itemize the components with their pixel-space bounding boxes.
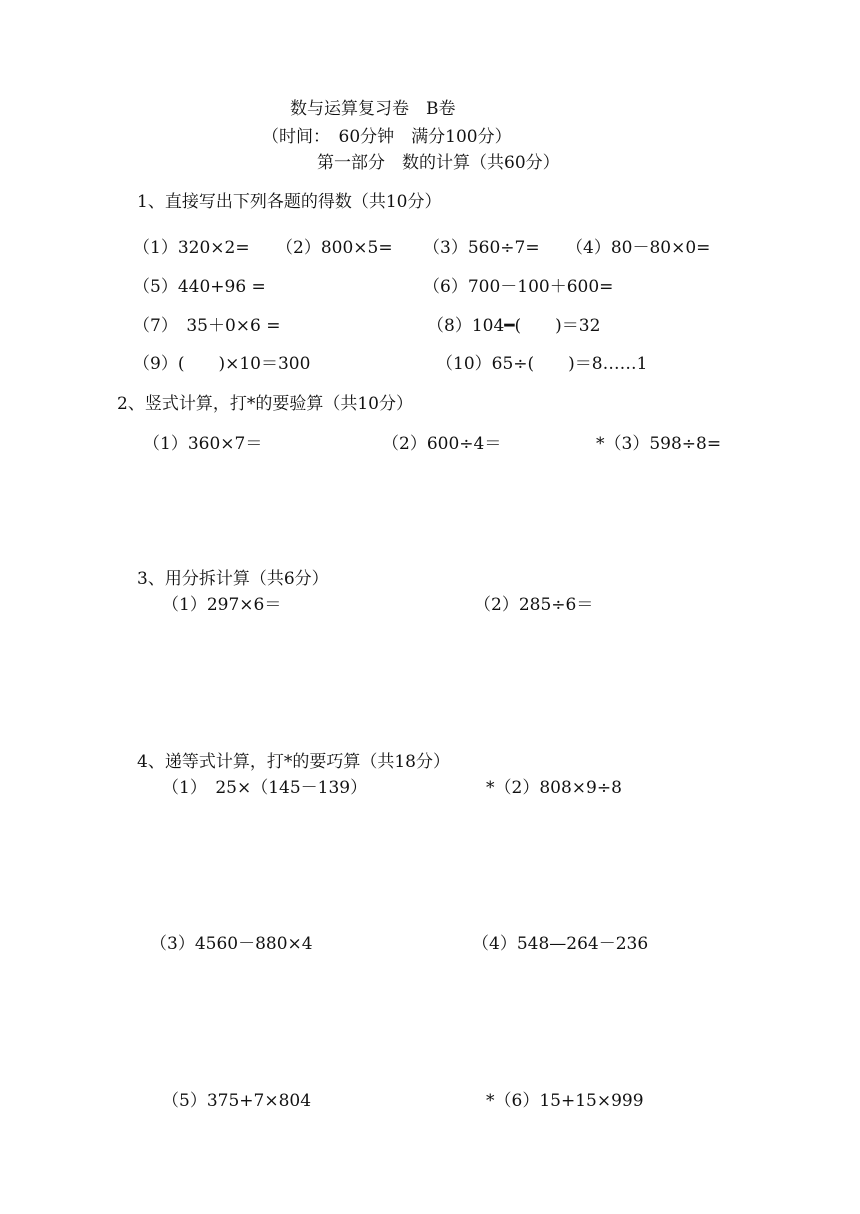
section1-heading: 1、直接写出下列各题的得数（共10分） (137, 192, 442, 212)
part-title: 第一部分 数的计算（共60分） (317, 153, 560, 173)
problem-1-8: （8）104━( )＝32 (427, 316, 601, 336)
time-score-note: （时间： 60分钟 满分100分） (262, 127, 512, 147)
problem-2-2: （2）600÷4＝ (382, 434, 502, 454)
section3-heading: 3、用分拆计算（共6分） (137, 569, 329, 589)
page-title: 数与运算复习卷 B卷 (290, 99, 456, 119)
section2-heading: 2、竖式计算，打*的要验算（共10分） (117, 394, 413, 414)
problem-1-1: （1）320×2= (133, 238, 250, 258)
problem-3-2: （2）285÷6＝ (474, 595, 594, 615)
problem-1-6: （6）700－100＋600= (423, 277, 614, 297)
problem-4-4: （4）548—264－236 (472, 934, 649, 954)
problem-4-5: （5）375+7×804 (162, 1091, 312, 1111)
problem-4-1: （1） 25×（145－139） (162, 778, 368, 798)
problem-1-10: （10）65÷( )＝8……1 (436, 354, 648, 374)
problem-1-7: （7） 35＋0×6 = (133, 316, 281, 336)
section4-heading: 4、递等式计算，打*的要巧算（共18分） (137, 752, 450, 772)
problem-1-4: （4）80－80×0= (566, 238, 711, 258)
problem-3-1: （1）297×6＝ (162, 595, 282, 615)
problem-4-6: *（6）15+15×999 (486, 1091, 644, 1111)
problem-1-5: （5）440+96 = (133, 277, 266, 297)
problem-4-3: （3）4560－880×4 (150, 934, 313, 954)
problem-4-2: *（2）808×9÷8 (486, 778, 622, 798)
problem-2-3: *（3）598÷8= (596, 434, 722, 454)
problem-1-9: （9）( )×10＝300 (133, 354, 311, 374)
problem-2-1: （1）360×7＝ (143, 434, 263, 454)
problem-1-3: （3）560÷7= (423, 238, 540, 258)
problem-1-2: （2）800×5= (276, 238, 393, 258)
